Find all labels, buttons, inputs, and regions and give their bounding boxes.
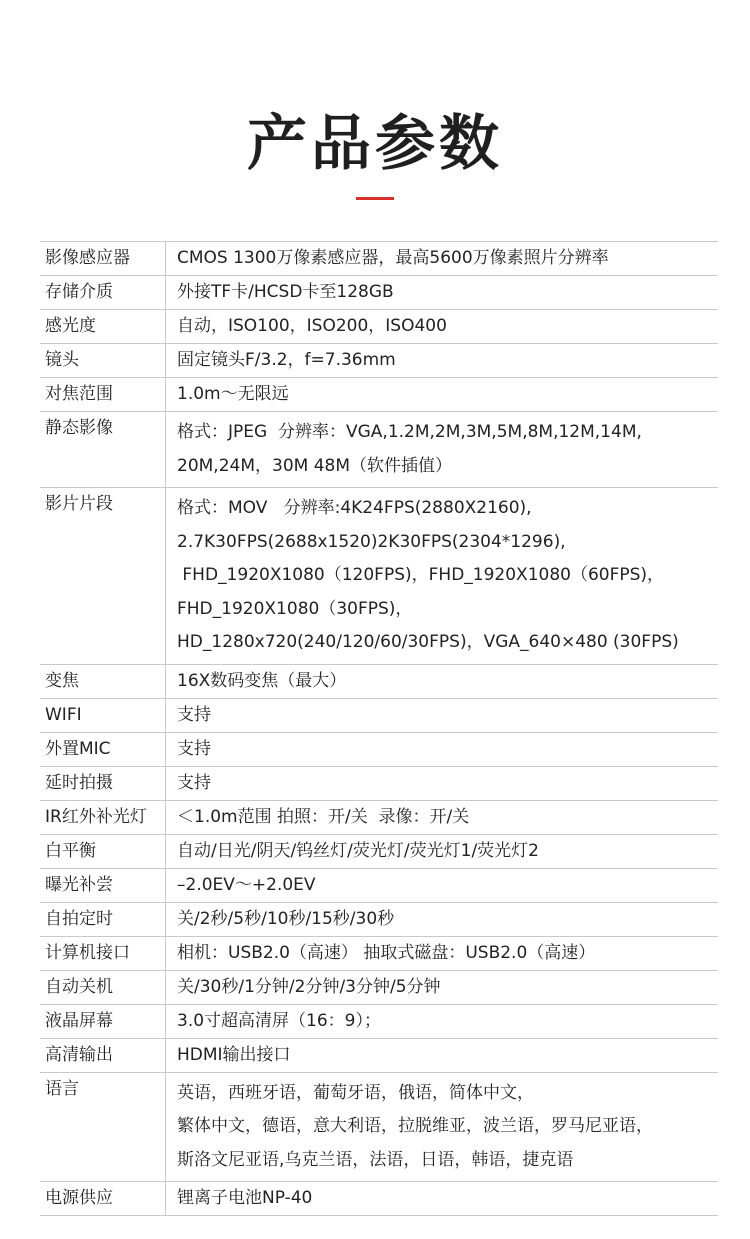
- spec-value-line: 3.0寸超高清屏（16：9）；: [177, 1010, 381, 1031]
- spec-value-line: –2.0EV～+2.0EV: [177, 874, 316, 895]
- spec-row: [40, 1038, 718, 1072]
- spec-value: [166, 664, 719, 698]
- spec-row: [40, 488, 718, 665]
- spec-value: [166, 732, 719, 766]
- spec-label: 延时拍摄: [40, 766, 166, 800]
- spec-label: 自拍定时: [40, 902, 166, 936]
- spec-label: 语言: [40, 1072, 166, 1182]
- spec-value-line: 英语，西班牙语，葡萄牙语，俄语，简体中文，: [177, 1082, 534, 1103]
- spec-label: 自动关机: [40, 970, 166, 1004]
- spec-value: [166, 800, 719, 834]
- spec-row: [40, 412, 718, 488]
- spec-value-line: 支持: [177, 772, 211, 793]
- spec-value-line: 格式：JPEG 分辨率：VGA,1.2M,2M,3M,5M,8M,12M,14M,: [177, 422, 642, 442]
- spec-value-line: 20M,24M，30M 48M（软件插值）: [177, 455, 453, 476]
- spec-label: 对焦范围: [40, 378, 166, 412]
- spec-row: [40, 664, 718, 698]
- spec-row: [40, 276, 718, 310]
- spec-value-line: 外接TF卡/HCSD卡至128GB: [177, 282, 394, 302]
- spec-label: 液晶屏幕: [40, 1004, 166, 1038]
- spec-value-line: 相机：USB2.0（高速） 抽取式磁盘：USB2.0（高速）: [177, 942, 596, 963]
- spec-label: 存储介质: [40, 276, 166, 310]
- spec-label: 白平衡: [40, 834, 166, 868]
- spec-value-line: ＜1.0m范围 拍照：开/关 录像：开/关: [177, 806, 470, 827]
- spec-row: [40, 1072, 718, 1182]
- spec-row: [40, 766, 718, 800]
- spec-value-line: 锂离子电池NP-40: [177, 1188, 313, 1208]
- spec-value: [166, 276, 719, 310]
- spec-label: 镜头: [40, 344, 166, 378]
- spec-value: [166, 868, 719, 902]
- spec-value-line: 支持: [177, 704, 211, 725]
- spec-value-line: 自动/日光/阴天/钨丝灯/荧光灯/荧光灯1/荧光灯2: [177, 840, 539, 861]
- spec-label: WIFI: [40, 698, 166, 732]
- spec-value: [166, 970, 719, 1004]
- spec-value: [166, 1072, 719, 1182]
- spec-label: 静态影像: [40, 412, 166, 488]
- spec-row: [40, 732, 718, 766]
- title-underline: [356, 197, 394, 200]
- spec-value-line: 繁体中文，德语，意大利语，拉脱维亚，波兰语，罗马尼亚语，: [177, 1116, 653, 1136]
- spec-value-line: 关/2秒/5秒/10秒/15秒/30秒: [177, 908, 395, 929]
- spec-value: [166, 834, 719, 868]
- spec-label: IR红外补光灯: [40, 800, 166, 834]
- spec-label: 影像感应器: [40, 242, 166, 276]
- spec-value-line: CMOS 1300万像素感应器，最高5600万像素照片分辨率: [177, 248, 609, 268]
- spec-value-line: HDMI输出接口: [177, 1044, 291, 1065]
- spec-row: [40, 698, 718, 732]
- spec-value: [166, 698, 719, 732]
- spec-row: [40, 1182, 718, 1216]
- spec-value-line: 2.7K30FPS(2688x1520)2K30FPS(2304*1296),: [177, 531, 566, 552]
- spec-label: 感光度: [40, 310, 166, 344]
- spec-value: [166, 242, 719, 276]
- spec-row: [40, 344, 718, 378]
- spec-label: 外置MIC: [40, 732, 166, 766]
- spec-row: [40, 970, 718, 1004]
- page-title: 产品参数: [247, 109, 503, 179]
- spec-table-body: [40, 242, 718, 1216]
- spec-label: 高清输出: [40, 1038, 166, 1072]
- spec-row: [40, 834, 718, 868]
- spec-row: [40, 378, 718, 412]
- spec-label: 变焦: [40, 664, 166, 698]
- spec-value-line: 斯洛文尼亚语,乌克兰语，法语，日语，韩语，捷克语: [177, 1149, 574, 1170]
- spec-value-line: FHD_1920X1080（30FPS)，: [177, 598, 413, 619]
- spec-value-line: 关/30秒/1分钟/2分钟/3分钟/5分钟: [177, 976, 441, 997]
- spec-value-line: 16X数码变焦（最大）: [177, 670, 347, 691]
- spec-value: [166, 412, 719, 488]
- spec-label: 影片片段: [40, 488, 166, 665]
- spec-row: [40, 1004, 718, 1038]
- spec-value-line: FHD_1920X1080（120FPS)，FHD_1920X1080（60FPS)，: [177, 565, 665, 585]
- spec-label: 曝光补尝: [40, 868, 166, 902]
- spec-value: [166, 488, 719, 665]
- spec-value: [166, 378, 719, 412]
- spec-label: 电源供应: [40, 1182, 166, 1216]
- spec-table: [40, 241, 718, 1216]
- spec-value: [166, 310, 719, 344]
- spec-value: [166, 344, 719, 378]
- spec-row: [40, 868, 718, 902]
- spec-value-line: 格式：MOV 分辨率:4K24FPS(2880X2160),: [177, 498, 532, 518]
- spec-value-line: 固定镜头F/3.2，f=7.36mm: [177, 350, 396, 370]
- spec-row: [40, 310, 718, 344]
- spec-value: [166, 1038, 719, 1072]
- spec-row: [40, 800, 718, 834]
- spec-value-line: 支持: [177, 738, 211, 759]
- spec-value: [166, 902, 719, 936]
- spec-value-line: 1.0m～无限远: [177, 384, 289, 404]
- spec-label: 计算机接口: [40, 936, 166, 970]
- spec-row: [40, 242, 718, 276]
- spec-value-line: 自动，ISO100，ISO200，ISO400: [177, 316, 447, 336]
- spec-value-line: HD_1280x720(240/120/60/30FPS)，VGA_640×480 (30FPS): [177, 632, 679, 652]
- spec-row: [40, 936, 718, 970]
- spec-value: [166, 1004, 719, 1038]
- spec-row: [40, 902, 718, 936]
- spec-value: [166, 766, 719, 800]
- spec-value: [166, 936, 719, 970]
- spec-value: [166, 1182, 719, 1216]
